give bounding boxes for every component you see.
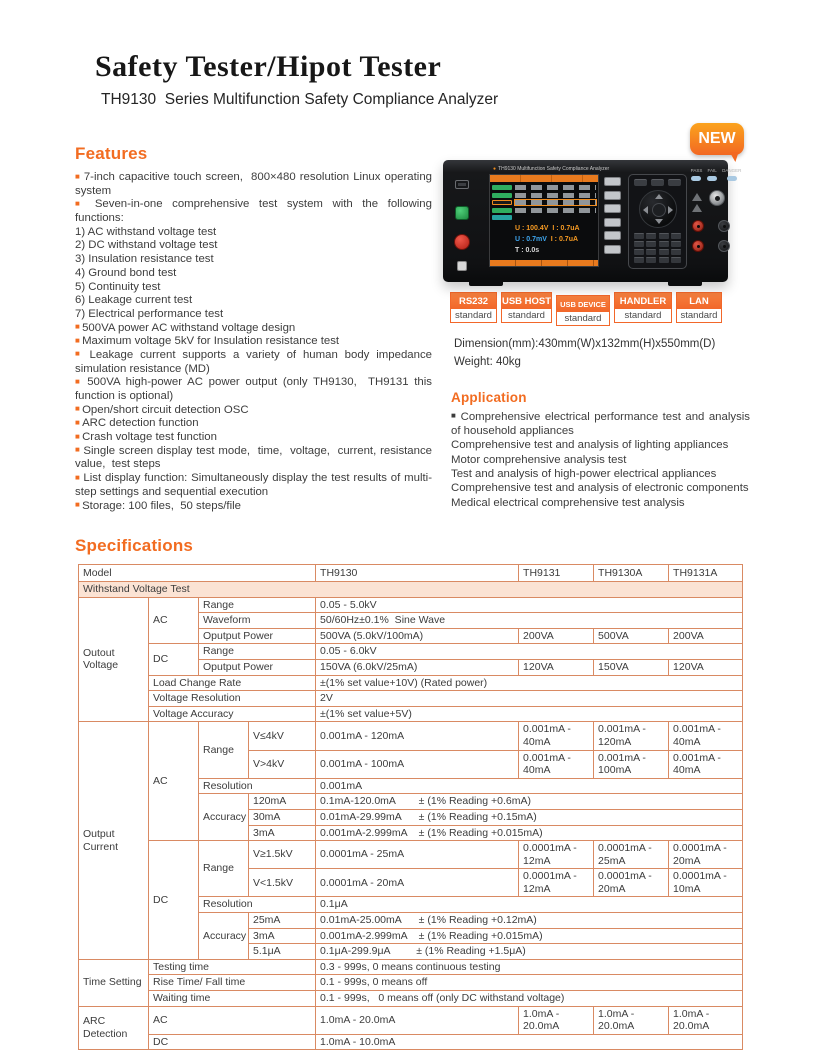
spec-cell: 0.001mA - 40mA (669, 722, 743, 750)
features-section (75, 144, 436, 513)
current2-readout: I : 0.7uA (550, 235, 579, 243)
spec-cell: 0.001mA - 120mA (316, 722, 519, 750)
spec-cell: Resolution (199, 778, 316, 794)
spec-row (79, 706, 743, 722)
interface-tier: standard (624, 310, 662, 321)
feature-item: 3) Insulation resistance test (75, 253, 214, 266)
application-item: ■ Comprehensive electrical performance test and analysis of household appliances (451, 410, 750, 439)
feature-item: 6) Leakage current test (75, 294, 193, 307)
spec-cell: 0.001mA - 40mA (519, 722, 594, 750)
feature-item: ■ List display function: Simultaneously display the test results of multi-step settings and sequential execution (75, 472, 432, 499)
indicator-pass (690, 168, 703, 181)
interface-badge (450, 292, 497, 323)
spec-row (79, 959, 743, 975)
new-badge: NEW (690, 123, 744, 155)
spec-cell: 0.001mA - 40mA (519, 750, 594, 778)
spec-cell: AC (149, 597, 199, 644)
interface-badges (440, 292, 752, 326)
power-button-graphic (457, 261, 467, 271)
spec-cell: 120VA (669, 659, 743, 675)
spec-row (79, 991, 743, 1007)
spec-cell: Range (199, 644, 316, 660)
spec-cell: Range (199, 597, 316, 613)
feature-item: 7) Electrical performance test (75, 307, 224, 320)
spec-cell: Testing time (149, 959, 316, 975)
feature-item: ■ Seven-in-one comprehensive test system with the following functions: (75, 198, 432, 225)
spec-cell: 0.01mA-25.00mA ± (1% Reading +0.12mA) (316, 913, 743, 929)
indicator-lamp (691, 176, 701, 181)
product-photo (440, 120, 752, 290)
dimension-text: Dimension(mm):430mm(W)x132mm(H)x550mm(D) (454, 338, 716, 350)
spec-row (79, 675, 743, 691)
application-item: Comprehensive test and analysis of lighting appliances (451, 439, 729, 452)
spec-cell: 0.1 - 999s, 0 means off (only DC withstand voltage) (316, 991, 743, 1007)
indicator-lamp (727, 176, 737, 181)
caution-icon (692, 193, 702, 201)
spec-cell: Range (199, 841, 249, 897)
feature-item: ■ Single screen display test mode, time, voltage, current, resistance value, test steps (75, 445, 432, 472)
spec-cell: 0.01mA-29.99mA ± (1% Reading +0.15mA) (316, 809, 743, 825)
panel-title: ● TH9130 Multifunction Safety Compliance Analyzer (493, 166, 609, 172)
spec-cell: Voltage Resolution (149, 691, 316, 707)
spec-cell: 0.001mA-2.999mA ± (1% Reading +0.015mA) (316, 928, 743, 944)
interface-badge (501, 292, 552, 323)
spec-cell: 120VA (519, 659, 594, 675)
spec-cell: 200VA (669, 628, 743, 644)
screen-footer-bar (490, 260, 598, 266)
current-readout: I : 0.7uA (552, 225, 580, 232)
spec-table (78, 564, 743, 1050)
spec-cell: ARC Detection (79, 1006, 149, 1050)
status-indicators (690, 168, 743, 181)
spec-row (79, 1006, 743, 1034)
interface-tier: standard (564, 313, 602, 324)
spec-cell: Accuracy (199, 794, 249, 841)
features-heading: Features (75, 144, 148, 163)
spec-cell: Resolution (199, 897, 316, 913)
spec-cell: 0.1μA-299.9μA ± (1% Reading +1.5μA) (316, 944, 743, 960)
spec-cell: 1.0mA - 20.0mA (669, 1006, 743, 1034)
feature-item: 4) Ground bond test (75, 266, 177, 279)
spec-cell: AC (149, 1006, 316, 1034)
feature-item: ■ Crash voltage test function (75, 431, 432, 445)
feature-item: ■ Leakage current supports a variety of human body impedance simulation resistance (MD) (75, 349, 432, 376)
spec-cell: Withstand Voltage Test (79, 582, 743, 598)
spec-cell: 0.05 - 5.0kV (316, 597, 743, 613)
application-item: Test and analysis of high-power electrical appliances (451, 468, 717, 481)
spec-cell: 0.1mA-120.0mA ± (1% Reading +0.6mA) (316, 794, 743, 810)
spec-row (79, 597, 743, 613)
spec-cell: Waiting time (149, 991, 316, 1007)
spec-row (79, 691, 743, 707)
spec-cell: V<1.5kV (249, 869, 316, 897)
feature-item: ■ Maximum voltage 5kV for Insulation resistance test (75, 335, 432, 349)
spec-cell: ±(1% set value+5V) (316, 706, 743, 722)
spec-cell: 500VA (594, 628, 669, 644)
application-item: Medical electrical comprehensive test analysis (451, 496, 685, 509)
spec-cell: 0.0001mA - 25mA (316, 841, 519, 869)
spec-cell: 0.001mA-2.999mA ± (1% Reading +0.015mA) (316, 825, 743, 841)
start-button-graphic (455, 206, 469, 220)
keypad-panel (628, 174, 687, 269)
indicator-danger (721, 168, 742, 181)
spec-cell: Model (79, 565, 316, 582)
spec-cell: 0.0001mA - 25mA (594, 841, 669, 869)
indicator-label: PASS (690, 168, 703, 174)
specifications-section (75, 536, 743, 1050)
spec-cell: 1.0mA - 20.0mA (519, 1006, 594, 1034)
features-list (75, 171, 436, 513)
indicator-lamp (707, 176, 717, 181)
interface-tier: standard (455, 310, 492, 321)
spec-cell: DC (149, 1034, 316, 1050)
screen-readouts (515, 224, 596, 257)
spec-cell: 5.1μA (249, 944, 316, 960)
spec-cell: 200VA (519, 628, 594, 644)
time-readout: T : 0.0s (515, 246, 540, 254)
spec-cell: DC (149, 644, 199, 675)
spec-cell: 0.0001mA - 20mA (316, 869, 519, 897)
spec-row (79, 841, 743, 869)
screen-step-list (492, 185, 512, 223)
spec-cell: 3mA (249, 928, 316, 944)
spec-cell: 0.0001mA - 10mA (669, 869, 743, 897)
spec-cell: Oputput Power (199, 659, 316, 675)
spec-row (79, 722, 743, 750)
spec-cell: V>4kV (249, 750, 316, 778)
application-list (451, 410, 750, 511)
application-item: Motor comprehensive analysis test (451, 453, 627, 466)
spec-cell: Rise Time/ Fall time (149, 975, 316, 991)
interface-name: USB HOST (502, 293, 551, 309)
page-title: Safety Tester/Hipot Tester (95, 50, 442, 83)
spec-cell: 50/60Hz±0.1% Sine Wave (316, 613, 743, 629)
spec-cell: Outout Voltage (79, 597, 149, 722)
spec-cell: 30mA (249, 809, 316, 825)
spec-row (79, 975, 743, 991)
application-heading: Application (451, 389, 527, 405)
spec-cell: 1.0mA - 20.0mA (316, 1006, 519, 1034)
spec-cell: 150VA (6.0kV/25mA) (316, 659, 519, 675)
feature-item: ■ ARC detection function (75, 417, 432, 431)
spec-cell: V≥1.5kV (249, 841, 316, 869)
interface-tier: standard (508, 310, 545, 321)
spec-cell: 0.1 - 999s, 0 means off (316, 975, 743, 991)
spec-cell: Output Current (79, 722, 149, 960)
feature-item: ■ Open/short circuit detection OSC (75, 404, 432, 418)
interface-name: LAN (677, 293, 721, 309)
spec-cell: 3mA (249, 825, 316, 841)
spec-cell: TH9131A (669, 565, 743, 582)
spec-cell: 150VA (594, 659, 669, 675)
spec-cell: 1.0mA - 20.0mA (594, 1006, 669, 1034)
feature-item: 2) DC withstand voltage test (75, 239, 218, 252)
application-item: Comprehensive test and analysis of electronic components (451, 482, 749, 495)
spec-row (79, 582, 743, 598)
interface-name: USB DEVICE (557, 296, 609, 312)
feature-item: 5) Continuity test (75, 280, 161, 293)
softkey-column (604, 177, 621, 258)
spec-cell: Oputput Power (199, 628, 316, 644)
touch-screen (489, 174, 599, 267)
application-section (451, 390, 750, 511)
spec-cell: TH9131 (519, 565, 594, 582)
spec-cell: 0.0001mA - 20mA (669, 841, 743, 869)
voltage-readout: U : 100.4V (515, 225, 549, 232)
spec-cell: TH9130A (594, 565, 669, 582)
spec-cell: 25mA (249, 913, 316, 929)
caution-icon (692, 204, 702, 212)
spec-cell: 0.3 - 999s, 0 means continuous testing (316, 959, 743, 975)
stop-button-graphic (454, 234, 470, 250)
spec-cell: 0.0001mA - 12mA (519, 841, 594, 869)
specifications-heading: Specifications (75, 536, 194, 555)
feature-item: ■ Storage: 100 files, 50 steps/file (75, 500, 432, 514)
interface-badge (676, 292, 722, 323)
spec-cell: Range (199, 722, 249, 778)
spec-cell: 0.001mA - 40mA (669, 750, 743, 778)
indicator-fail (707, 168, 717, 181)
feature-item: ■ 500VA power AC withstand voltage design (75, 322, 432, 336)
instrument-front-panel (443, 160, 742, 282)
spec-cell: 0.001mA - 100mA (594, 750, 669, 778)
screen-header-bar (490, 175, 598, 182)
spec-cell: 2V (316, 691, 743, 707)
terminal-jacks (692, 220, 730, 252)
spec-cell: Time Setting (79, 959, 149, 1006)
spec-cell: V≤4kV (249, 722, 316, 750)
spec-cell: 0.05 - 6.0kV (316, 644, 743, 660)
spec-cell: AC (149, 722, 199, 841)
voltage2-readout: U : 0.7mV (515, 235, 547, 243)
usb-port-icon (455, 180, 469, 189)
screen-table-rows (515, 185, 596, 215)
spec-cell: Accuracy (199, 913, 249, 960)
spec-cell: 0.001mA - 100mA (316, 750, 519, 778)
spec-row (79, 1034, 743, 1050)
interface-name: RS232 (451, 293, 496, 309)
numeric-keys (629, 228, 686, 263)
spec-cell: 0.001mA - 120mA (594, 722, 669, 750)
spec-cell: TH9130 (316, 565, 519, 582)
indicator-label: DANGER (722, 168, 742, 174)
navigation-dial (639, 190, 677, 228)
spec-cell: 500VA (5.0kV/100mA) (316, 628, 519, 644)
interface-name: HANDLER (615, 293, 671, 309)
dimensions-block (454, 336, 752, 372)
spec-cell: Waveform (199, 613, 316, 629)
feature-item: ■ 500VA high-power AC power output (only TH9130, TH9131 this function is optional) (75, 376, 432, 403)
spec-row (79, 644, 743, 660)
interface-badge (556, 295, 610, 326)
page-subtitle: TH9130 Series Multifunction Safety Compliance Analyzer (101, 91, 499, 108)
feature-item: 1) AC withstand voltage test (75, 225, 217, 238)
interface-badge (614, 292, 672, 323)
spec-cell: 120mA (249, 794, 316, 810)
interface-tier: standard (680, 310, 718, 321)
feature-item: ■ 7-inch capacitive touch screen, 800×480 resolution Linux operating system (75, 171, 432, 198)
hv-connector (709, 190, 725, 206)
product-column (440, 120, 752, 510)
spec-cell: 0.1μA (316, 897, 743, 913)
spec-cell: DC (149, 841, 199, 960)
spec-cell: 0.0001mA - 20mA (594, 869, 669, 897)
spec-cell: 1.0mA - 10.0mA (316, 1034, 743, 1050)
indicator-label: FAIL (707, 168, 717, 174)
spec-cell: 0.001mA (316, 778, 743, 794)
spec-cell: ±(1% set value+10V) (Rated power) (316, 675, 743, 691)
spec-cell: Voltage Accuracy (149, 706, 316, 722)
spec-row (79, 565, 743, 582)
weight-text: Weight: 40kg (454, 355, 521, 368)
spec-cell: Load Change Rate (149, 675, 316, 691)
spec-cell: 0.0001mA - 12mA (519, 869, 594, 897)
